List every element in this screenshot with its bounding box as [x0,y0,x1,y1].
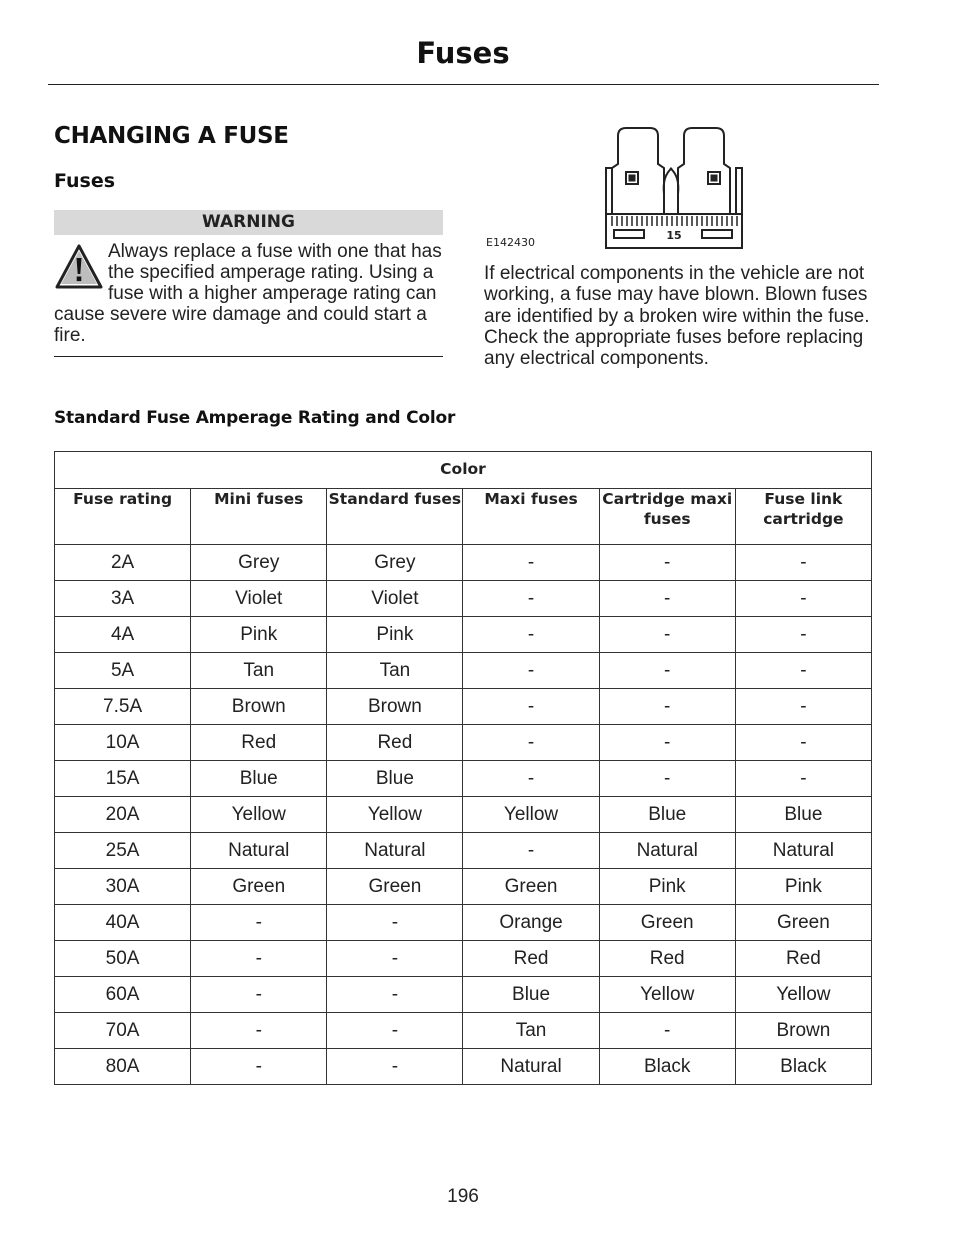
table-cell: Red [599,941,735,977]
table-cell: Blue [599,797,735,833]
table-cell: Pink [599,869,735,905]
warning-triangle-icon [54,243,104,291]
table-cell: Red [191,725,327,761]
table-row [55,1049,872,1085]
table-cell: - [599,617,735,653]
table-cell: 80A [55,1049,191,1085]
table-row [55,869,872,905]
table-cell: 50A [55,941,191,977]
header-rule [48,84,879,85]
warning-label: WARNING [54,210,443,235]
column-header: Fuse rating [55,489,191,545]
table-row [55,581,872,617]
table-cell: Brown [191,689,327,725]
table-cell: - [463,761,599,797]
table-cell: - [327,977,463,1013]
table-cell: - [599,545,735,581]
table-cell: Green [463,869,599,905]
table-cell: - [735,689,871,725]
section-heading: CHANGING A FUSE [54,123,289,149]
table-cell: - [463,833,599,869]
table-row [55,545,872,581]
page-number: 196 [447,1186,479,1207]
table-row [55,905,872,941]
table-cell: - [463,689,599,725]
table-cell: Grey [327,545,463,581]
column-header: Maxi fuses [463,489,599,545]
warning-text: Always replace a fuse with one that has the specified amperage rating. Using a fuse with a higher amperage rating can cause severe wire damage and could start a fire. [54,241,442,346]
table-row [55,653,872,689]
sub-heading: Fuses [54,170,116,192]
table-header-row [55,489,872,545]
table-cell: - [599,689,735,725]
table-cell: Black [599,1049,735,1085]
table-cell: Tan [327,653,463,689]
column-header: Standard fuses [327,489,463,545]
table-cell: Natural [463,1049,599,1085]
table-cell: - [191,941,327,977]
table-cell: Blue [735,797,871,833]
table-cell: Red [735,941,871,977]
table-cell: - [463,617,599,653]
table-cell: Blue [463,977,599,1013]
table-cell: - [191,905,327,941]
table-cell: 25A [55,833,191,869]
table-cell: Natural [599,833,735,869]
table-cell: - [191,1013,327,1049]
table-cell: 2A [55,545,191,581]
table-row [55,725,872,761]
table-cell: Red [327,725,463,761]
table-cell: Green [735,905,871,941]
table-body [55,545,872,1085]
table-cell: Tan [191,653,327,689]
table-cell: Brown [735,1013,871,1049]
column-header: Mini fuses [191,489,327,545]
table-cell: Pink [191,617,327,653]
table-row [55,761,872,797]
table-cell: Black [735,1049,871,1085]
table-cell: - [327,1013,463,1049]
table-row [55,977,872,1013]
table-cell: - [327,941,463,977]
table-cell: 3A [55,581,191,617]
table-cell: - [599,1013,735,1049]
table-cell: Pink [735,869,871,905]
table-cell: Violet [191,581,327,617]
table-cell: Blue [191,761,327,797]
table-row [55,617,872,653]
table-cell: Natural [327,833,463,869]
body-text: If electrical components in the vehicle are not working, a fuse may have blown. Blown fuses are identified by a broken wire within the fuse. Check the appropriate fuses before replacing any electrical components. [484,263,870,370]
table-cell: 30A [55,869,191,905]
table-cell: - [735,725,871,761]
table-cell: Green [327,869,463,905]
table-cell: - [735,581,871,617]
table-cell: Yellow [463,797,599,833]
fuse-illustration [598,124,748,252]
table-cell: Red [463,941,599,977]
table-cell: - [735,761,871,797]
table-cell: 20A [55,797,191,833]
table-cell: 10A [55,725,191,761]
table-cell: 4A [55,617,191,653]
table-cell: - [735,617,871,653]
table-cell: - [735,545,871,581]
table-title: Standard Fuse Amperage Rating and Color [54,408,456,428]
table-cell: - [599,761,735,797]
table-cell: - [191,1049,327,1085]
table-cell: - [599,725,735,761]
fuse-color-table [54,451,872,1085]
column-header: Cartridge maxi fuses [599,489,735,545]
table-cell: Blue [327,761,463,797]
table-cell: Natural [191,833,327,869]
table-cell: Violet [327,581,463,617]
table-row [55,689,872,725]
table-row [55,941,872,977]
table-cell: Yellow [735,977,871,1013]
table-cell: 15A [55,761,191,797]
table-cell: - [327,905,463,941]
table-cell: Tan [463,1013,599,1049]
table-cell: Natural [735,833,871,869]
table-cell: - [191,977,327,1013]
fuse-rating-label: 15 [666,229,682,242]
table-row [55,1013,872,1049]
table-cell: Grey [191,545,327,581]
figure-id: E142430 [486,236,535,249]
warning-box [54,241,443,346]
table-cell: 40A [55,905,191,941]
table-row [55,833,872,869]
table-cell: Brown [327,689,463,725]
table-cell: - [327,1049,463,1085]
table-group-header: Color [55,452,872,489]
table-cell: Green [191,869,327,905]
table-cell: 60A [55,977,191,1013]
table-cell: Yellow [599,977,735,1013]
column-header: Fuse link cartridge [735,489,871,545]
table-cell: - [463,653,599,689]
table-row [55,797,872,833]
table-cell: Green [599,905,735,941]
table-cell: Yellow [327,797,463,833]
table-cell: - [463,581,599,617]
table-cell: - [599,581,735,617]
table-cell: 70A [55,1013,191,1049]
table-cell: - [735,653,871,689]
table-cell: - [463,545,599,581]
warning-bottom-rule [54,356,443,357]
table-cell: Pink [327,617,463,653]
table-cell: Yellow [191,797,327,833]
table-cell: 5A [55,653,191,689]
table-cell: Orange [463,905,599,941]
page-header-title: Fuses [416,36,510,70]
table-cell: - [463,725,599,761]
table-cell: - [599,653,735,689]
table-cell: 7.5A [55,689,191,725]
